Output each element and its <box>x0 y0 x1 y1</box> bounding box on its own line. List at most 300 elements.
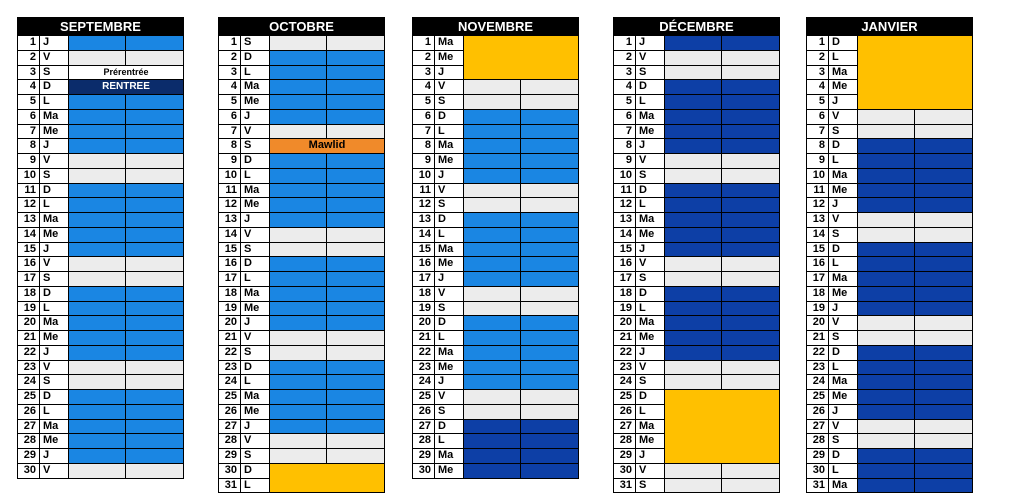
day-cell-pm <box>722 228 779 242</box>
day-of-week: V <box>40 154 69 168</box>
day-cell-am <box>858 361 915 375</box>
day-of-week: V <box>435 287 464 301</box>
day-number: 19 <box>807 302 829 316</box>
day-of-week: Ma <box>435 346 464 360</box>
day-row <box>18 124 183 139</box>
day-number: 7 <box>614 125 636 139</box>
day-number: 20 <box>413 316 435 330</box>
day-cell-am <box>464 449 521 463</box>
day-cell-am <box>464 184 521 198</box>
day-number: 22 <box>807 346 829 360</box>
day-cell-pm <box>915 125 972 139</box>
day-row <box>614 256 779 271</box>
day-of-week: J <box>435 169 464 183</box>
day-of-week: S <box>435 95 464 109</box>
day-number: 21 <box>18 331 40 345</box>
day-cell-am <box>270 449 327 463</box>
day-of-week: Me <box>435 154 464 168</box>
day-number: 27 <box>219 420 241 434</box>
day-cell-pm <box>521 361 578 375</box>
day-of-week: V <box>241 125 270 139</box>
day-number: 23 <box>614 361 636 375</box>
day-cell-am <box>665 66 722 80</box>
day-row <box>219 374 384 389</box>
day-row <box>219 35 384 50</box>
day-cell-pm <box>327 154 384 168</box>
day-cell-pm <box>521 302 578 316</box>
event-label: RENTREE <box>69 80 183 94</box>
day-of-week: Me <box>435 464 464 478</box>
day-cell-am <box>858 125 915 139</box>
day-row <box>219 330 384 345</box>
day-of-week: Ma <box>241 184 270 198</box>
day-of-week: L <box>829 154 858 168</box>
day-number: 26 <box>614 405 636 419</box>
day-row <box>219 197 384 212</box>
day-number: 11 <box>614 184 636 198</box>
day-cell-am <box>464 139 521 153</box>
day-cell-am <box>464 405 521 419</box>
day-number: 27 <box>614 420 636 434</box>
day-row <box>18 389 183 404</box>
day-of-week: S <box>241 449 270 463</box>
day-of-week: Ma <box>829 169 858 183</box>
day-cell-am <box>858 405 915 419</box>
day-cell-pm <box>126 213 183 227</box>
day-row <box>807 463 972 478</box>
day-cell-pm <box>521 272 578 286</box>
day-of-week: J <box>829 198 858 212</box>
day-number: 3 <box>614 66 636 80</box>
day-cell-am <box>858 198 915 212</box>
day-of-week: J <box>241 213 270 227</box>
day-cell-am <box>665 302 722 316</box>
day-cell-pm <box>915 346 972 360</box>
day-cell-am <box>858 272 915 286</box>
day-cell-pm <box>722 80 779 94</box>
day-cell-am <box>464 331 521 345</box>
day-number: 15 <box>614 243 636 257</box>
day-cell-am <box>69 361 126 375</box>
day-cell-am <box>69 287 126 301</box>
day-of-week: Ma <box>241 80 270 94</box>
day-cell-am <box>858 154 915 168</box>
day-of-week: L <box>40 95 69 109</box>
day-number: 12 <box>614 198 636 212</box>
day-of-week: V <box>636 361 665 375</box>
day-cell-pm <box>915 243 972 257</box>
day-cell-am <box>665 198 722 212</box>
day-number: 30 <box>614 464 636 478</box>
day-row <box>413 389 578 404</box>
day-cell-pm <box>915 257 972 271</box>
day-of-week: Ma <box>829 66 858 80</box>
day-cell-am <box>270 405 327 419</box>
day-row <box>413 94 578 109</box>
day-cell-am <box>858 420 915 434</box>
day-number: 25 <box>413 390 435 404</box>
day-cell-am <box>270 198 327 212</box>
day-number: 3 <box>219 66 241 80</box>
day-number: 10 <box>807 169 829 183</box>
day-cell-pm <box>722 110 779 124</box>
holiday-block <box>858 35 972 109</box>
day-number: 14 <box>413 228 435 242</box>
day-of-week: S <box>435 405 464 419</box>
day-number: 3 <box>807 66 829 80</box>
day-of-week: L <box>636 405 665 419</box>
day-number: 25 <box>18 390 40 404</box>
day-cell-am <box>665 346 722 360</box>
day-of-week: S <box>435 198 464 212</box>
day-row <box>18 168 183 183</box>
day-row <box>807 109 972 124</box>
day-number: 16 <box>614 257 636 271</box>
day-number: 27 <box>18 420 40 434</box>
day-cell-am <box>464 420 521 434</box>
day-of-week: Me <box>241 302 270 316</box>
day-number: 22 <box>614 346 636 360</box>
day-cell-pm <box>126 302 183 316</box>
day-row <box>413 183 578 198</box>
day-of-week: S <box>829 434 858 448</box>
day-cell-pm <box>915 479 972 493</box>
day-row <box>18 404 183 419</box>
day-cell-pm <box>327 80 384 94</box>
day-of-week: J <box>435 375 464 389</box>
day-cell-pm <box>126 346 183 360</box>
day-number: 13 <box>18 213 40 227</box>
day-of-week: S <box>829 125 858 139</box>
day-row <box>219 124 384 139</box>
day-of-week: J <box>829 302 858 316</box>
day-cell-am <box>858 184 915 198</box>
day-row <box>219 360 384 375</box>
day-of-week: S <box>241 346 270 360</box>
day-cell-am <box>858 316 915 330</box>
day-cell-pm <box>327 257 384 271</box>
day-cell-am <box>665 361 722 375</box>
day-of-week: Me <box>636 331 665 345</box>
day-cell-pm <box>126 51 183 65</box>
day-row <box>413 138 578 153</box>
day-cell-pm <box>327 272 384 286</box>
day-number: 31 <box>614 479 636 493</box>
day-number: 27 <box>413 420 435 434</box>
day-cell-pm <box>521 228 578 242</box>
day-row <box>614 315 779 330</box>
day-cell-pm <box>521 169 578 183</box>
day-of-week: Ma <box>636 316 665 330</box>
day-of-week: D <box>636 184 665 198</box>
day-cell-pm <box>327 51 384 65</box>
day-cell-am <box>270 213 327 227</box>
holiday-block <box>270 463 384 493</box>
day-row <box>18 227 183 242</box>
day-of-week: Me <box>829 390 858 404</box>
day-of-week: J <box>636 36 665 50</box>
day-number: 2 <box>18 51 40 65</box>
day-of-week: J <box>435 66 464 80</box>
day-cell-am <box>665 139 722 153</box>
day-cell-am <box>270 272 327 286</box>
day-number: 28 <box>219 434 241 448</box>
day-row <box>219 50 384 65</box>
day-cell-am <box>858 139 915 153</box>
day-cell-pm <box>722 36 779 50</box>
day-cell-am <box>858 479 915 493</box>
day-cell-am <box>69 375 126 389</box>
day-cell-pm <box>915 213 972 227</box>
day-number: 4 <box>614 80 636 94</box>
day-number: 28 <box>18 434 40 448</box>
day-number: 29 <box>614 449 636 463</box>
day-cell-pm <box>521 139 578 153</box>
day-cell-pm <box>521 449 578 463</box>
day-of-week: V <box>435 80 464 94</box>
day-cell-pm <box>126 375 183 389</box>
day-row <box>614 463 779 478</box>
day-number: 7 <box>219 125 241 139</box>
day-row <box>219 168 384 183</box>
day-of-week: L <box>435 228 464 242</box>
day-cell-am <box>69 198 126 212</box>
day-cell-pm <box>126 139 183 153</box>
day-row <box>807 183 972 198</box>
day-of-week: Me <box>241 405 270 419</box>
day-of-week: V <box>829 110 858 124</box>
day-of-week: Me <box>435 361 464 375</box>
day-cell-am <box>270 257 327 271</box>
month-2 <box>412 17 579 479</box>
day-cell-pm <box>521 80 578 94</box>
day-cell-pm <box>327 66 384 80</box>
day-cell-am <box>858 257 915 271</box>
day-number: 9 <box>413 154 435 168</box>
event-label: Mawlid <box>270 139 384 153</box>
day-cell-am <box>464 95 521 109</box>
day-number: 8 <box>219 139 241 153</box>
day-row <box>614 65 779 80</box>
month-title: DÉCEMBRE <box>614 18 779 35</box>
day-of-week: D <box>435 316 464 330</box>
day-number: 22 <box>413 346 435 360</box>
day-cell-am <box>665 184 722 198</box>
day-cell-am <box>270 184 327 198</box>
day-of-week: L <box>241 479 270 493</box>
day-cell-am <box>665 125 722 139</box>
day-number: 6 <box>413 110 435 124</box>
day-number: 16 <box>807 257 829 271</box>
day-cell-am <box>270 228 327 242</box>
day-cell-pm <box>521 375 578 389</box>
day-row <box>18 448 183 463</box>
day-cell-am <box>270 95 327 109</box>
day-cell-am <box>665 375 722 389</box>
day-number: 11 <box>413 184 435 198</box>
day-row <box>413 168 578 183</box>
day-number: 21 <box>807 331 829 345</box>
day-of-week: S <box>636 479 665 493</box>
day-cell-am <box>858 213 915 227</box>
day-row <box>614 212 779 227</box>
day-cell-pm <box>521 184 578 198</box>
day-number: 25 <box>614 390 636 404</box>
day-of-week: J <box>636 449 665 463</box>
month-title: JANVIER <box>807 18 972 35</box>
day-of-week: Ma <box>829 272 858 286</box>
day-number: 11 <box>219 184 241 198</box>
day-cell-am <box>665 80 722 94</box>
day-number: 21 <box>413 331 435 345</box>
day-cell-pm <box>126 287 183 301</box>
day-number: 10 <box>413 169 435 183</box>
day-cell-pm <box>722 154 779 168</box>
day-number: 29 <box>807 449 829 463</box>
day-cell-am <box>858 331 915 345</box>
day-of-week: V <box>636 464 665 478</box>
day-of-week: D <box>241 464 270 478</box>
day-cell-pm <box>915 169 972 183</box>
day-row <box>413 286 578 301</box>
day-row <box>18 65 183 80</box>
day-of-week: L <box>40 198 69 212</box>
day-of-week: J <box>636 139 665 153</box>
day-row <box>18 94 183 109</box>
day-row <box>807 315 972 330</box>
day-of-week: Me <box>40 434 69 448</box>
day-cell-pm <box>126 449 183 463</box>
day-cell-am <box>665 36 722 50</box>
day-number: 30 <box>807 464 829 478</box>
day-of-week: J <box>829 405 858 419</box>
day-of-week: D <box>636 80 665 94</box>
day-number: 18 <box>219 287 241 301</box>
day-row <box>413 227 578 242</box>
day-row <box>219 389 384 404</box>
day-number: 2 <box>413 51 435 65</box>
day-cell-am <box>270 361 327 375</box>
day-row <box>18 153 183 168</box>
day-of-week: L <box>829 257 858 271</box>
day-of-week: J <box>40 449 69 463</box>
day-cell-pm <box>327 434 384 448</box>
day-of-week: Ma <box>40 110 69 124</box>
day-of-week: D <box>435 213 464 227</box>
day-number: 29 <box>18 449 40 463</box>
day-number: 25 <box>219 390 241 404</box>
day-number: 28 <box>807 434 829 448</box>
day-of-week: J <box>40 346 69 360</box>
day-row <box>219 79 384 94</box>
day-cell-pm <box>521 257 578 271</box>
day-cell-pm <box>126 169 183 183</box>
day-row <box>219 271 384 286</box>
day-cell-pm <box>126 184 183 198</box>
day-number: 9 <box>219 154 241 168</box>
day-cell-pm <box>126 434 183 448</box>
day-of-week: Ma <box>241 390 270 404</box>
day-cell-am <box>665 169 722 183</box>
day-cell-pm <box>722 243 779 257</box>
day-of-week: S <box>636 375 665 389</box>
day-list <box>413 35 578 478</box>
day-number: 4 <box>413 80 435 94</box>
day-number: 9 <box>807 154 829 168</box>
day-cell-pm <box>915 361 972 375</box>
day-row <box>614 271 779 286</box>
day-number: 18 <box>807 287 829 301</box>
day-of-week: L <box>40 302 69 316</box>
day-number: 22 <box>18 346 40 360</box>
day-cell-pm <box>722 375 779 389</box>
day-row <box>614 153 779 168</box>
day-row <box>413 124 578 139</box>
day-row <box>614 286 779 301</box>
day-number: 12 <box>219 198 241 212</box>
day-of-week: Ma <box>40 420 69 434</box>
day-cell-am <box>69 110 126 124</box>
day-number: 6 <box>807 110 829 124</box>
day-row <box>807 419 972 434</box>
day-row <box>614 345 779 360</box>
day-row <box>219 153 384 168</box>
day-cell-pm <box>126 272 183 286</box>
day-number: 3 <box>413 66 435 80</box>
day-of-week: J <box>241 110 270 124</box>
day-cell-pm <box>722 184 779 198</box>
day-cell-pm <box>722 464 779 478</box>
day-row <box>413 301 578 316</box>
day-cell-am <box>858 243 915 257</box>
day-row <box>18 50 183 65</box>
day-of-week: D <box>40 287 69 301</box>
day-cell-pm <box>126 95 183 109</box>
day-number: 5 <box>614 95 636 109</box>
day-of-week: Me <box>636 434 665 448</box>
day-cell-pm <box>915 316 972 330</box>
day-cell-am <box>858 287 915 301</box>
day-row <box>413 271 578 286</box>
day-number: 4 <box>807 80 829 94</box>
day-number: 23 <box>219 361 241 375</box>
day-of-week: Me <box>435 257 464 271</box>
day-number: 24 <box>807 375 829 389</box>
day-cell-pm <box>327 198 384 212</box>
day-cell-am <box>69 331 126 345</box>
day-row <box>807 197 972 212</box>
day-cell-pm <box>722 302 779 316</box>
day-cell-pm <box>521 420 578 434</box>
day-cell-am <box>665 243 722 257</box>
day-number: 19 <box>18 302 40 316</box>
day-cell-pm <box>521 316 578 330</box>
day-cell-pm <box>126 110 183 124</box>
day-row <box>807 256 972 271</box>
day-number: 14 <box>18 228 40 242</box>
day-row <box>413 419 578 434</box>
day-cell-am <box>69 154 126 168</box>
day-of-week: S <box>636 169 665 183</box>
day-cell-am <box>270 169 327 183</box>
day-cell-am <box>270 51 327 65</box>
day-of-week: L <box>241 66 270 80</box>
day-cell-pm <box>126 390 183 404</box>
day-cell-pm <box>126 36 183 50</box>
day-of-week: J <box>829 95 858 109</box>
day-cell-pm <box>327 243 384 257</box>
day-of-week: L <box>40 405 69 419</box>
